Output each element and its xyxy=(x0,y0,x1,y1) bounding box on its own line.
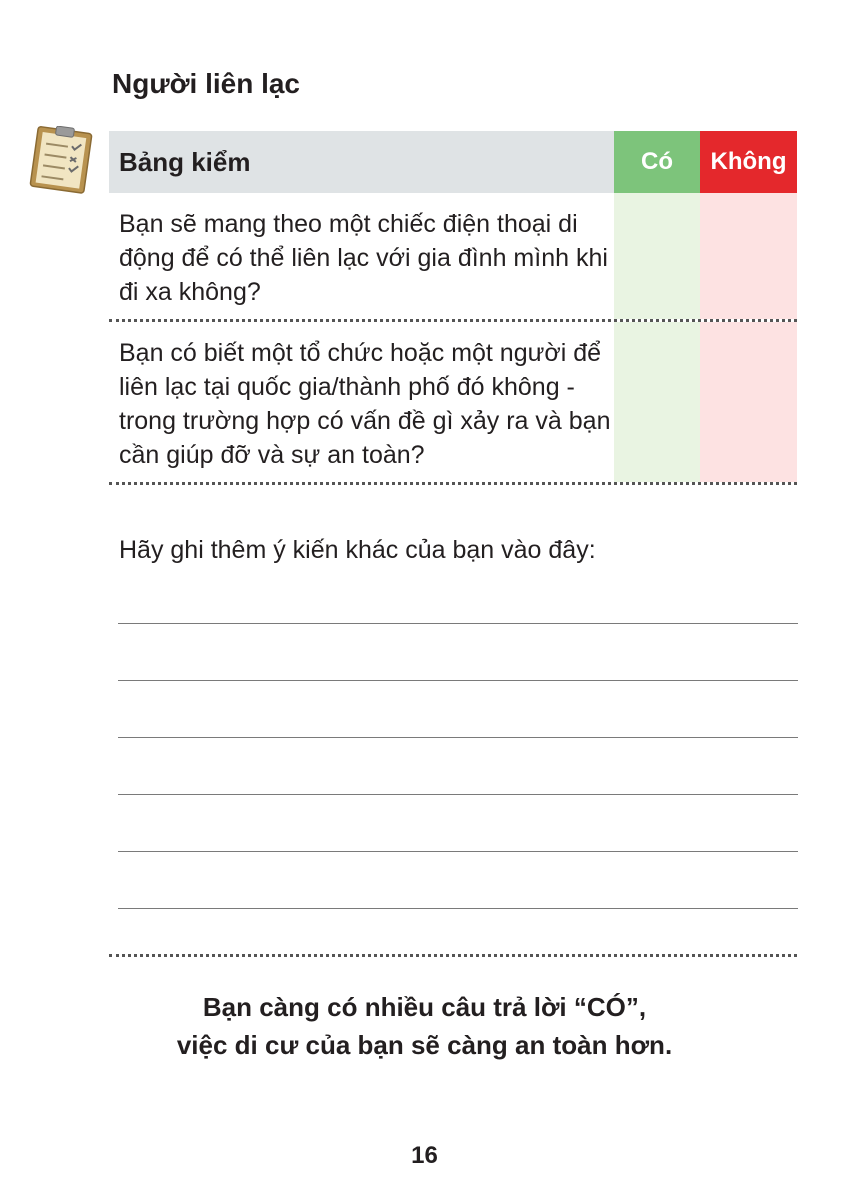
writing-line[interactable] xyxy=(118,908,798,909)
question-text: Bạn có biết một tổ chức hoặc một người để liên lạc tại quốc gia/thành phố đó không - trong trường hợp có vấn đề gì xảy ra và bạn cần giúp đỡ và sự an toàn? xyxy=(119,339,611,469)
page-number: 16 xyxy=(411,1142,438,1169)
clipboard-checklist-icon xyxy=(26,126,98,194)
footer-message xyxy=(0,988,849,1064)
checklist-row xyxy=(109,193,797,319)
footer-line-1: Bạn càng có nhiều câu trả lời “CÓ”, xyxy=(202,992,647,1022)
no-answer-cell[interactable] xyxy=(700,322,797,482)
no-answer-cell[interactable] xyxy=(700,193,797,319)
question-text: Bạn sẽ mang theo một chiếc điện thoại di động để có thể liên lạc với gia đình mình khi đi xa không? xyxy=(119,210,608,306)
checklist-table xyxy=(109,131,797,485)
footer-line-2: việc di cư của bạn sẽ càng an toàn hơn. xyxy=(176,1030,673,1060)
yes-answer-cell[interactable] xyxy=(614,193,700,319)
yes-answer-cell[interactable] xyxy=(614,322,700,482)
row-divider xyxy=(109,482,797,485)
yes-column-header: Có xyxy=(614,131,700,193)
no-column-header: Không xyxy=(700,131,797,193)
writing-line[interactable] xyxy=(118,623,798,624)
checklist-header-label: Bảng kiểm xyxy=(109,131,614,193)
section-divider xyxy=(109,954,797,957)
writing-line[interactable] xyxy=(118,794,798,795)
writing-line[interactable] xyxy=(118,737,798,738)
checklist-header xyxy=(109,131,797,193)
writing-line[interactable] xyxy=(118,680,798,681)
notes-label: Hãy ghi thêm ý kiến khác của bạn vào đây: xyxy=(119,536,596,564)
writing-line[interactable] xyxy=(118,851,798,852)
section-title: Người liên lạc xyxy=(112,68,301,99)
checklist-row xyxy=(109,322,797,482)
